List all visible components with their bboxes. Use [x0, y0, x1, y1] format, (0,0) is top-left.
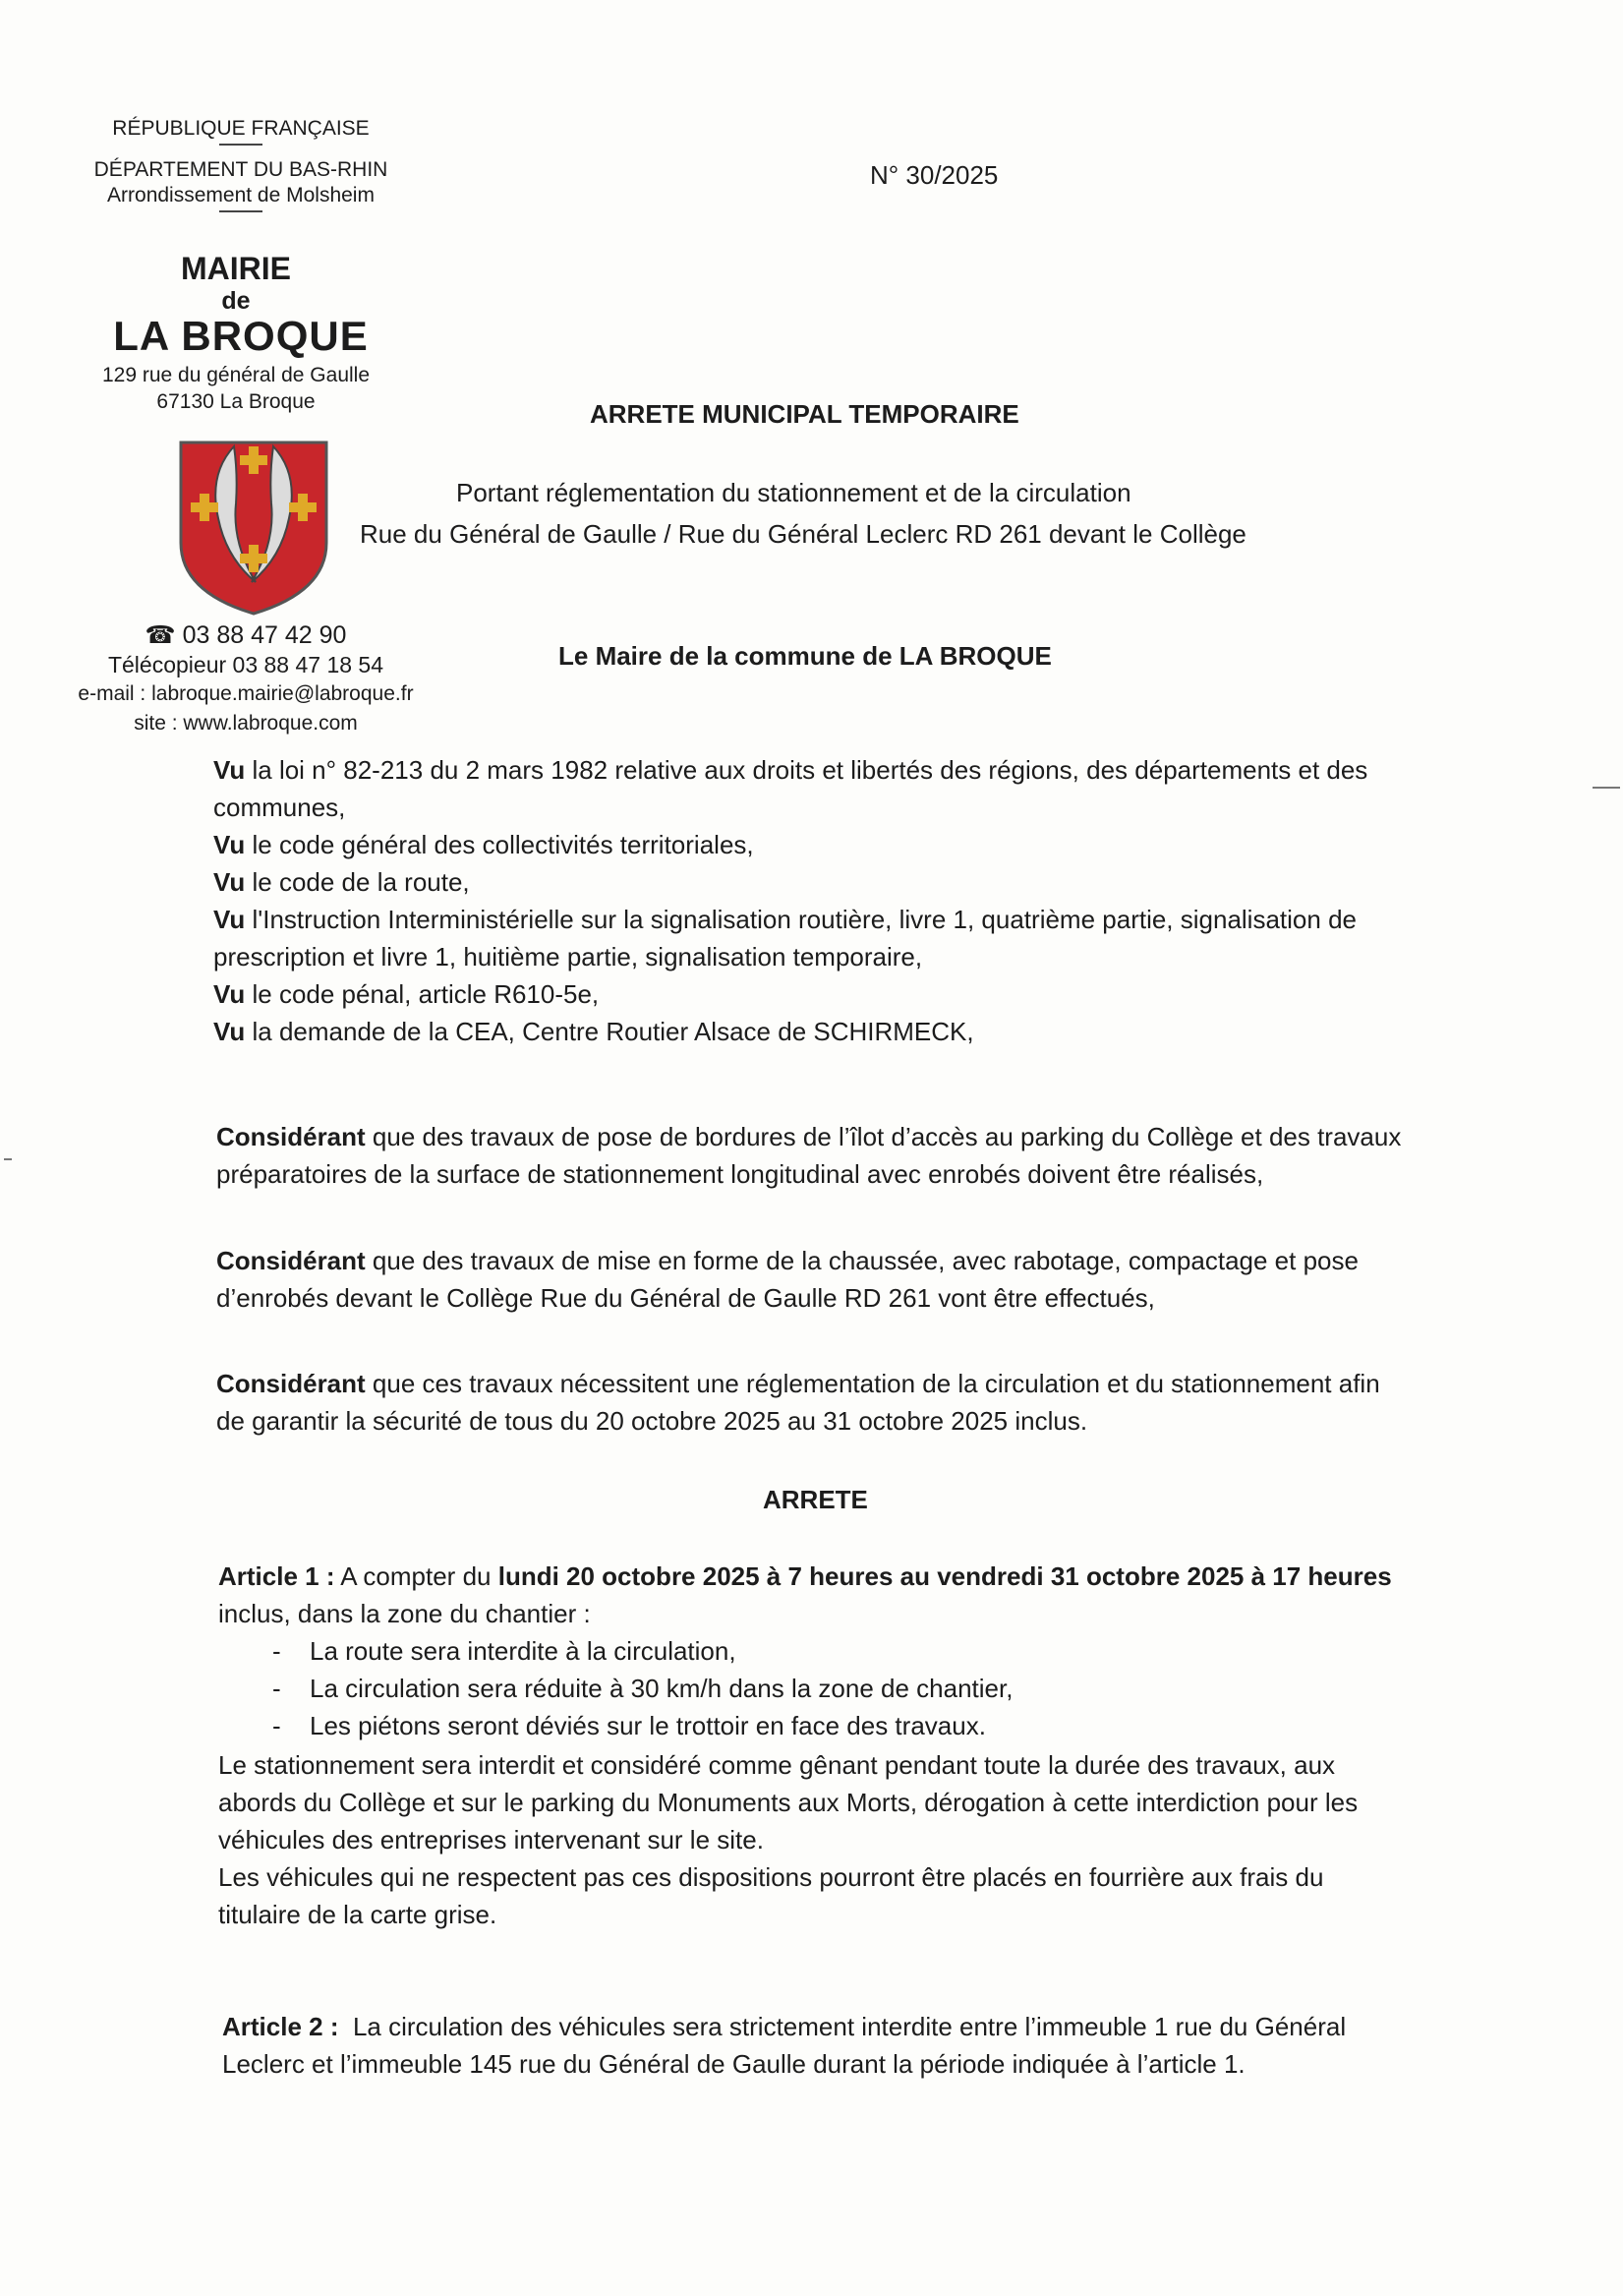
letterhead	[69, 116, 442, 218]
mairie-title: MAIRIE	[181, 251, 291, 286]
mairie-de: de	[221, 287, 251, 315]
subtitle-line1: Portant réglementation du stationnement et de la circulation	[456, 478, 1131, 507]
list-item: - La route sera interdite à la circulation,	[272, 1636, 736, 1666]
list-item: - La circulation sera réduite à 30 km/h dans la zone de chantier,	[272, 1674, 1014, 1703]
maire-heading: Le Maire de la commune de LA BROQUE	[558, 641, 1052, 671]
address-line2: 67130 La Broque	[156, 390, 316, 413]
article-2-label: Article 2 :	[222, 2012, 339, 2041]
article-1-label: Article 1 :	[218, 1561, 335, 1591]
article-1: Article 1 : A compter du lundi 20 octobre 2025 à 7 heures au vendredi 31 octobre 2025 à 17 heures inclus, dans la zone du chantier : - La route sera interdite à la circulation, - La circulation sera réduite à 30 km/h dans la zone de chantier, - Les piétons seront déviés sur le trottoir en face des travaux. Le stationnement sera interdit et considéré comme gênant pendant toute la durée des travaux, aux abords du Collège et sur le parking du Monuments aux Morts, dérogation à cette interdiction pour les véhicules des entreprises intervenant sur le site. Les véhicules qui ne respectent pas ces dispositions pourront être placés en fourrière aux frais du titulaire de la carte grise.	[218, 1558, 1437, 1933]
vu-section	[213, 751, 1432, 1050]
email-address: e-mail : labroque.mairie@labroque.fr	[78, 682, 414, 705]
list-item: - Les piétons seront déviés sur le trottoir en face des travaux.	[272, 1711, 986, 1740]
considerant-1: Considérant que des travaux de pose de bordures de l’îlot d’accès au parking du Collège et des travaux préparatoires de la surface de stationnement longitudinal avec enrobés doivent être réalisés,	[216, 1122, 1402, 1189]
vu-item: Vu le code pénal, article R610-5e,	[213, 979, 600, 1009]
commune-name: LA BROQUE	[113, 313, 369, 359]
vu-item: Vu le code de la route,	[213, 867, 470, 897]
vu-item-cont: communes,	[213, 793, 346, 822]
phone-number: 03 88 47 42 90	[182, 621, 347, 649]
arrondissement-label: Arrondissement de Molsheim	[107, 184, 375, 206]
vu-item: Vu la loi n° 82-213 du 2 mars 1982 relative aux droits et libertés des régions, des départements et des	[213, 755, 1368, 785]
divider	[219, 210, 262, 212]
phone-icon: ☎	[145, 621, 176, 649]
document-number: N° 30/2025	[870, 160, 999, 190]
coat-of-arms-icon	[175, 435, 332, 617]
document-title: ARRETE MUNICIPAL TEMPORAIRE	[590, 399, 1019, 429]
considerant-3: Considérant que ces travaux nécessitent une réglementation de la circulation et du stationnement afin de garantir la sécurité de tous du 20 octobre 2025 au 31 octobre 2025 inclus.	[216, 1369, 1380, 1436]
address-line1: 129 rue du général de Gaulle	[101, 364, 371, 386]
divider	[219, 144, 262, 146]
arrete-heading: ARRETE	[763, 1485, 868, 1514]
coat-of-arms	[175, 435, 332, 617]
website: site : www.labroque.com	[134, 712, 358, 735]
vu-item: Vu l'Instruction Interministérielle sur la signalisation routière, livre 1, quatrième partie, signalisation de	[213, 905, 1357, 934]
department-label: DÉPARTEMENT DU BAS-RHIN	[93, 158, 388, 181]
phone-row	[59, 620, 433, 650]
vu-item: Vu la demande de la CEA, Centre Routier Alsace de SCHIRMECK,	[213, 1017, 974, 1046]
considerant-2: Considérant que des travaux de mise en forme de la chaussée, avec rabotage, compactage et pose d’enrobés devant le Collège Rue du Général de Gaulle RD 261 vont être effectués,	[216, 1246, 1359, 1313]
article-2: Article 2 : La circulation des véhicules sera strictement interdite entre l’immeuble 1 rue du Général Leclerc et l’immeuble 145 rue du Général de Gaulle durant la période indiquée à l’article 1.	[222, 2012, 1347, 2079]
fax-number: Télécopieur 03 88 47 18 54	[107, 652, 384, 677]
vu-item-cont: prescription et livre 1, huitième partie, signalisation temporaire,	[213, 942, 923, 971]
scan-mark	[4, 1158, 12, 1160]
republic-label: RÉPUBLIQUE FRANÇAISE	[112, 117, 370, 140]
contact-block	[59, 620, 433, 738]
subtitle-line2: Rue du Général de Gaulle / Rue du Général Leclerc RD 261 devant le Collège	[360, 519, 1246, 549]
vu-item: Vu le code général des collectivités territoriales,	[213, 830, 754, 859]
scan-mark	[1593, 787, 1620, 789]
